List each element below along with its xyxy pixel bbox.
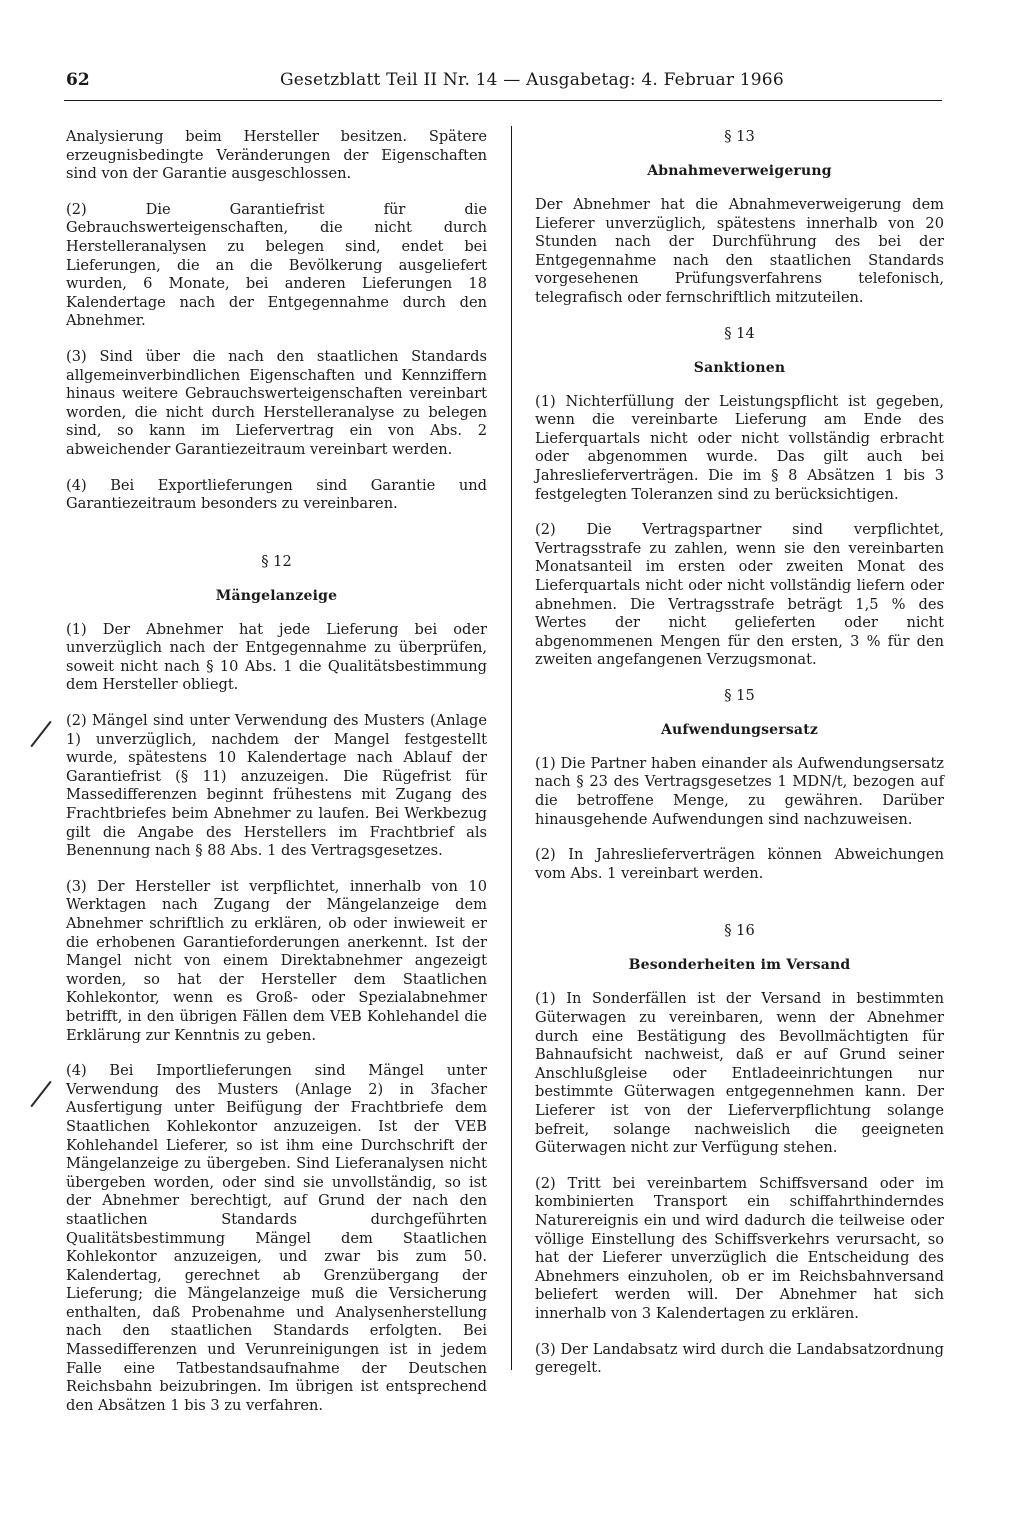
section-14-number: § 14: [724, 324, 755, 342]
paragraph-12-3: (3) Der Hersteller ist verpflichtet, innerhalb von 10 Werktagen nach Zugang der Mängelanzeige dem Abnehmer schriftlich zu erklären, ob oder inwieweit er die erhobenen Garantieforderungen anerkennt. Ist der Mangel nicht von einem Direktabnehmer angezeigt worden, so hat der Hersteller dem Staatlichen Kohlekontor, wenn es Groß- oder Spezialabnehmer betrifft, in den übrigen Fällen dem VEB Kohlehandel die Erklärung zur Kenntnis zu geben.: [66, 877, 487, 1044]
page-number: 62: [66, 70, 90, 90]
paragraph-15-1: (1) Die Partner haben einander als Aufwendungsersatz nach § 23 des Vertragsgesetzes 1 MDN/t, bezogen auf die betroffene Menge, zu gewähren. Darüber hinausgehende Aufwendungen sind nachzuweisen.: [535, 754, 944, 828]
paragraph-16-3: (3) Der Landabsatz wird durch die Landabsatzordnung geregelt.: [535, 1340, 944, 1377]
running-title: Gesetzblatt Teil II Nr. 14 — Ausgabetag: 4. Februar 1966: [280, 70, 784, 90]
right-column: [535, 128, 944, 1395]
paragraph-intro: Analysierung beim Hersteller besitzen. Spätere erzeugnisbedingte Veränderungen der Eigenschaften sind von der Garantie ausgeschlossen.: [66, 128, 487, 183]
section-12-number: § 12: [261, 552, 292, 570]
section-15-number: § 15: [724, 686, 755, 704]
section-16-title: Besonderheiten im Versand: [628, 957, 851, 974]
paragraph-11-3: (3) Sind über die nach den staatlichen Standards allgemeinverbindlichen Eigenschaften und Kennziffern hinaus weitere Gebrauchswerteigenschaften vereinbart worden, die nicht durch Herstelleranalyse zu belegen sind, so kann im Liefervertrag ein von Abs. 2 abweichender Garantiezeitraum vereinbart werden.: [66, 347, 487, 458]
paragraph-12-1: (1) Der Abnehmer hat jede Lieferung bei oder unverzüglich nach der Entgegennahme zu überprüfen, soweit nicht nach § 10 Abs. 1 die Qualitätsbestimmung dem Hersteller obliegt.: [66, 620, 487, 694]
paragraph-12-4: (4) Bei Importlieferungen sind Mängel unter Verwendung des Musters (Anlage 2) in 3facher Ausfertigung unter Beifügung der Frachtbriefe dem Staatlichen Kohlekontor anzuzeigen. Ist der VEB Kohlehandel Lieferer, so ist ihm eine Durchschrift der Mängelanzeige zu übergeben. Sind Lieferanalysen nicht übergeben worden, oder sind sie unvollständig, so ist der Abnehmer berechtigt, auf Grund der nach den staatlichen Standards durchgeführten Qualitätsbestimmung Mängel dem Staatlichen Kohlekontor anzuzeigen, und zwar bis zum 50. Kalendertag, gerechnet ab Grenzübergang der Lieferung; die Mängelanzeige muß die Versicherung enthalten, daß Probenahme und Analysenherstellung nach den staatlichen Standards erfolgten. Bei Massedifferenzen und Verunreinigungen ist in jedem Falle eine Tatbestandsaufnahme der Deutschen Reichsbahn beizubringen. Im übrigen ist entsprechend den Absätzen 1 bis 3 zu verfahren.: [66, 1062, 487, 1414]
paragraph-16-1: (1) In Sonderfällen ist der Versand in bestimmten Güterwagen zu vereinbaren, wenn der Abnehmer durch eine Bestätigung des Bevollmächtigten für Bahnaufsicht nachweist, daß er auf Grund seiner Anschlußgleise oder Entladeeinrichtungen nur bestimmte Güterwagen entgegennehmen kann. Der Lieferer ist von der Lieferverpflichtung solange befreit, solange nachweislich die geeigneten Güterwagen nicht zur Verfügung stehen.: [535, 990, 944, 1157]
section-12-title: Mängelanzeige: [215, 587, 338, 604]
section-16-number: § 16: [724, 922, 755, 940]
paragraph-16-2: (2) Tritt bei vereinbartem Schiffsversand oder im kombinierten Transport ein schiffahrthinderndes Naturereignis ein und wird dadurch die teilweise oder völlige Einstellung des Schiffsverkehrs verursacht, so hat der Lieferer unverzüglich die Entscheidung des Abnehmers einzuholen, ob er im Reichsbahnversand beliefert werden will. Der Abnehmer hat sich innerhalb von 3 Kalendertagen zu erklären.: [535, 1174, 944, 1322]
paragraph-14-1: (1) Nichterfüllung der Leistungspflicht ist gegeben, wenn die vereinbarte Lieferung am Ende des Lieferquartals nicht oder nicht vollständig erbracht oder abgenommen wurde. Das gilt auch bei Jahreslieferverträgen. Die im § 8 Absätzen 1 bis 3 festgelegten Toleranzen sind zu berücksichtigen.: [535, 392, 944, 503]
paragraph-11-4: (4) Bei Exportlieferungen sind Garantie und Garantiezeitraum besonders zu vereinbaren.: [66, 476, 487, 513]
section-14-title: Sanktionen: [693, 359, 786, 376]
section-13-title: Abnahmeverweigerung: [647, 163, 832, 179]
margin-pencil-mark: [30, 1081, 51, 1107]
margin-pencil-mark: [30, 721, 51, 747]
section-15-title: Aufwendungsersatz: [660, 721, 819, 738]
paragraph-11-2: (2) Die Garantiefrist für die Gebrauchswerteigenschaften, die nicht durch Herstelleranalysen zu belegen sind, endet bei Lieferungen, die an die Bevölkerung ausgeliefert wurden, 6 Monate, bei anderen Lieferungen 18 Kalendertage nach der Entgegennahme durch den Abnehmer.: [66, 200, 487, 330]
left-column: [66, 128, 487, 1432]
section-13-number: § 13: [724, 128, 755, 145]
header-rule: [64, 100, 942, 101]
paragraph-12-2: (2) Mängel sind unter Verwendung des Musters (Anlage 1) unverzüglich, nachdem der Mangel festgestellt wurde, spätestens 10 Kalendertage nach Ablauf der Garantiefrist (§ 11) anzuzeigen. Die Rügefrist für Massedifferenzen beginnt frühestens mit Zugang des Frachtbriefes beim Abnehmer zu laufen. Bei Werkbezug gilt die Angabe des Herstellers im Frachtbrief als Benennung nach § 88 Abs. 1 des Vertragsgesetzes.: [66, 712, 487, 860]
paragraph-13: Der Abnehmer hat die Abnahmeverweigerung dem Lieferer unverzüglich, spätestens innerhalb von 20 Stunden nach der Durchführung des bei der Entgegennahme nach den staatlichen Standards vorgesehenen Prüfungsverfahrens telefonisch, telegrafisch oder fernschriftlich mitzuteilen.: [535, 196, 944, 306]
paragraph-15-2: (2) In Jahreslieferverträgen können Abweichungen vom Abs. 1 vereinbart werden.: [535, 846, 944, 882]
paragraph-14-2: (2) Die Vertragspartner sind verpflichtet, Vertragsstrafe zu zahlen, wenn sie den vereinbarten Monatsanteil im ersten oder zweiten Monat des Lieferquartals nicht oder nicht vollständig liefern oder abnehmen. Die Vertragsstrafe beträgt 1,5 % des Wertes der nicht gelieferten oder nicht abgenommenen Mengen für den ersten, 3 % für den zweiten angefangenen Verzugsmonat.: [535, 521, 944, 669]
column-divider: [511, 126, 512, 1370]
